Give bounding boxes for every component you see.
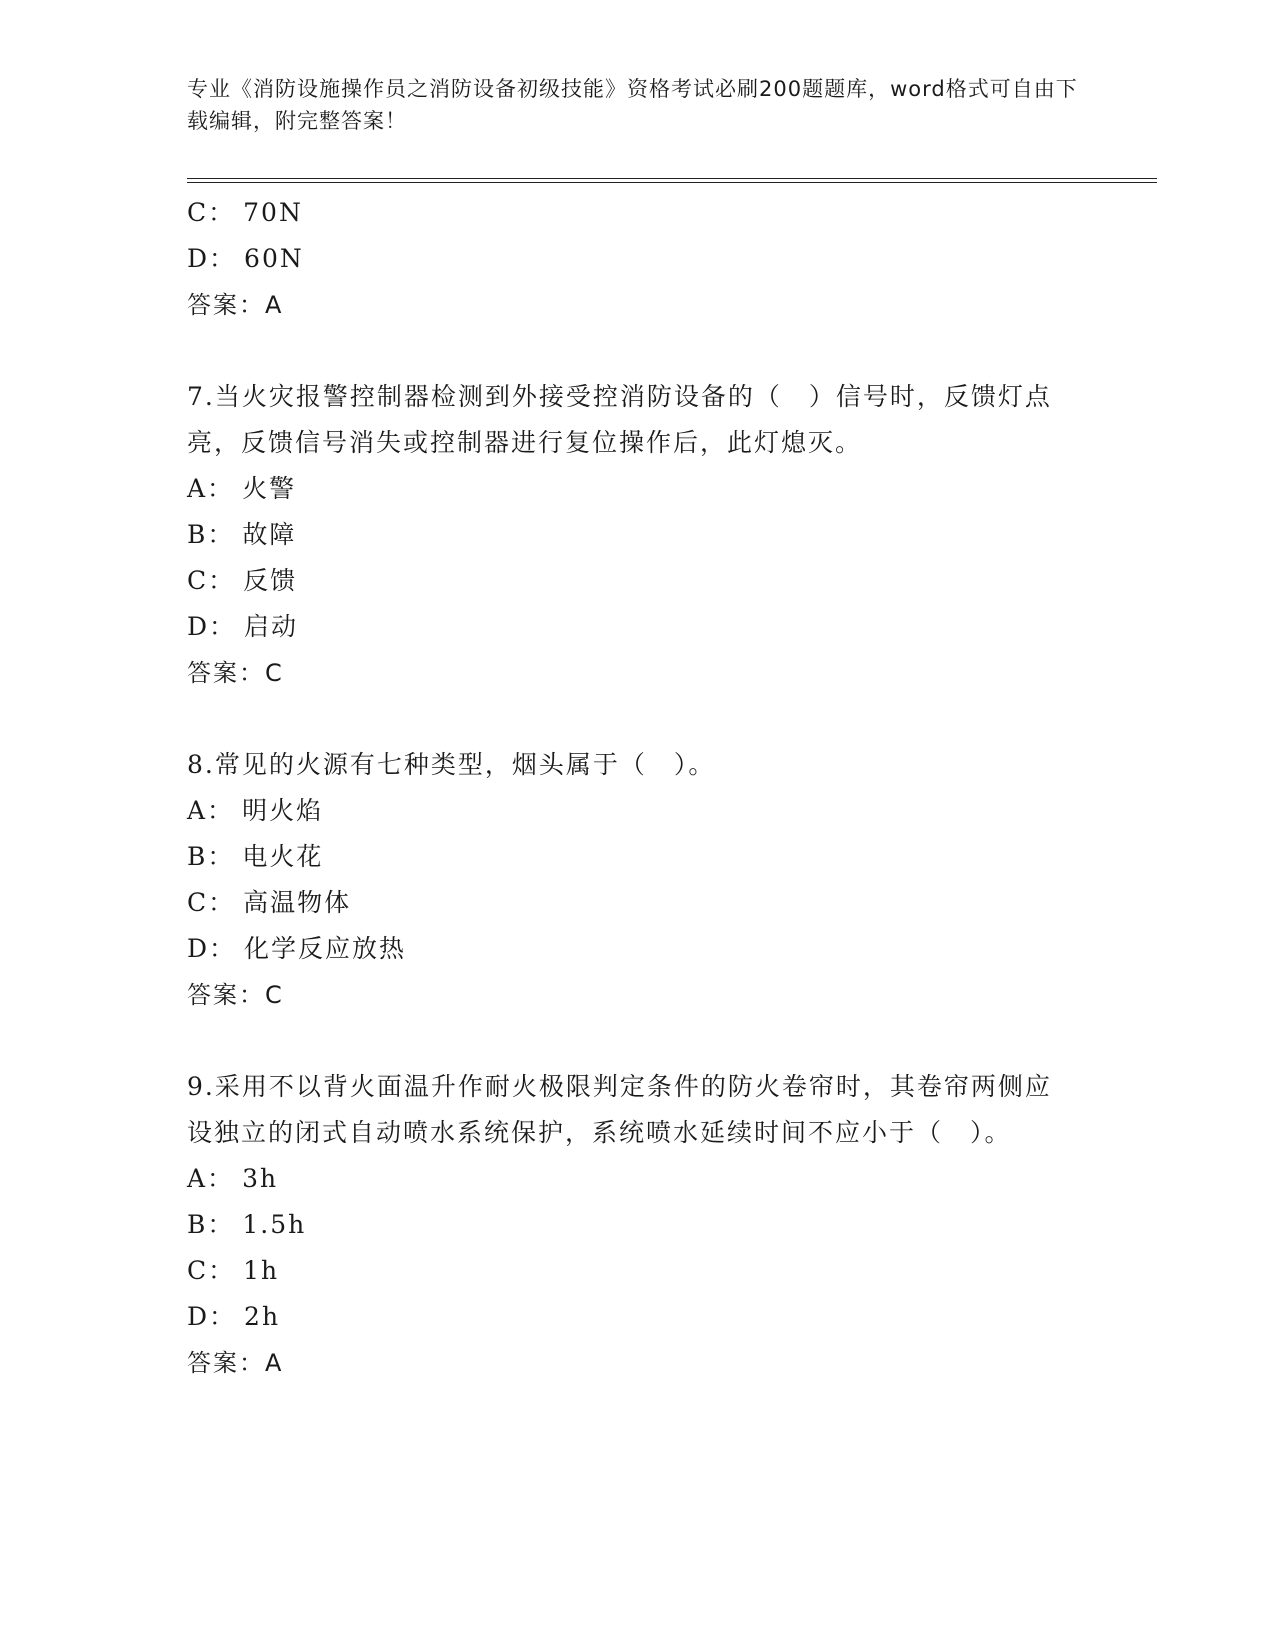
option-text: 60N [244,244,304,273]
option-text: 1.5h [242,1210,307,1239]
option-row [187,1294,1067,1340]
option-letter: A： [187,796,235,825]
option-letter: B： [187,842,235,871]
option-row [187,834,1067,880]
option-text: 高温物体 [243,888,352,917]
option-row [187,512,1067,558]
option-letter: C： [187,888,236,917]
option-letter: A： [187,1164,235,1193]
option-row [187,466,1067,512]
header-divider [187,178,1157,183]
answer-line: 答案：C [187,981,284,1009]
option-text: 反馈 [243,566,298,595]
spacer [187,1018,1067,1064]
question-content [187,190,1067,1386]
option-text: 3h [242,1164,279,1193]
option-row [187,880,1067,926]
option-letter: C： [187,198,236,227]
option-text: 电火花 [242,842,324,871]
answer-line: 答案：A [187,291,284,319]
option-letter: B： [187,1210,235,1239]
option-text: 化学反应放热 [244,934,407,963]
option-text: 明火焰 [242,796,324,825]
option-letter: A： [187,474,235,503]
option-text: 故障 [242,520,297,549]
option-letter: C： [187,1256,236,1285]
option-letter: D： [187,1302,237,1331]
option-text: 启动 [244,612,299,641]
option-letter: D： [187,934,237,963]
spacer [187,328,1067,374]
option-letter: D： [187,612,237,641]
option-row [187,558,1067,604]
option-text: 火警 [242,474,297,503]
option-row [187,236,1067,282]
option-row [187,788,1067,834]
question-stem: 9.采用不以背火面温升作耐火极限判定条件的防火卷帘时，其卷帘两侧应设独立的闭式自动喷水系统保护，系统喷水延续时间不应小于（ ）。 [187,1072,1052,1147]
option-letter: D： [187,244,237,273]
answer-line: 答案：A [187,1349,284,1377]
option-row [187,1156,1067,1202]
spacer [187,696,1067,742]
question-stem: 8.常见的火源有七种类型，烟头属于（ ）。 [187,750,716,779]
option-text: 70N [243,198,303,227]
page-header: 专业《消防设施操作员之消防设备初级技能》资格考试必刷200题题库，word格式可自由下载编辑，附完整答案！ [187,77,1078,133]
option-letter: C： [187,566,236,595]
option-row [187,926,1067,972]
answer-line: 答案：C [187,659,284,687]
option-row [187,1202,1067,1248]
option-row [187,604,1067,650]
option-row [187,190,1067,236]
option-text: 2h [244,1302,281,1331]
option-text: 1h [243,1256,280,1285]
option-row [187,1248,1067,1294]
question-stem: 7.当火灾报警控制器检测到外接受控消防设备的（ ）信号时，反馈灯点亮，反馈信号消失或控制器进行复位操作后，此灯熄灭。 [187,382,1052,457]
option-letter: B： [187,520,235,549]
